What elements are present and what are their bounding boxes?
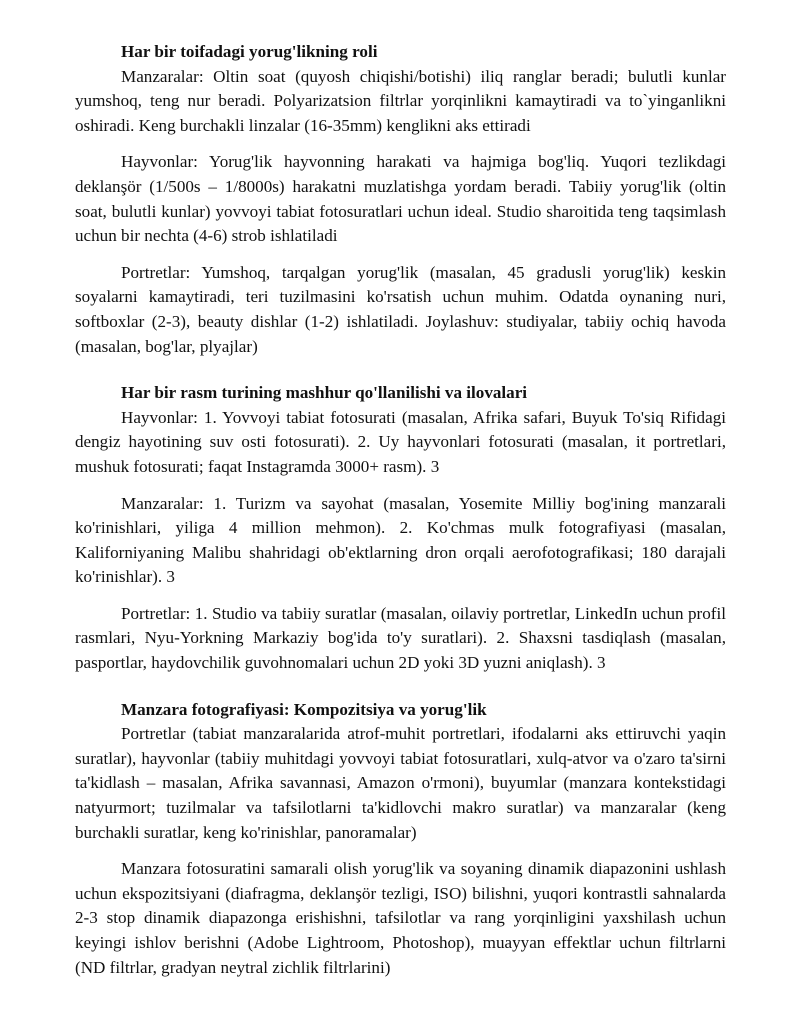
section-lighting-role bbox=[75, 40, 726, 359]
paragraph: Manzara fotosuratini samarali olish yorug'lik va soyaning dinamik diapazonini ushlash uchun ekspozitsiyani (diafragma, deklanşör tezligi, ISO) bilishni, yuqori kontrastli sahnalarda 2-3 stop dinamik diapazonga erishishni, tafsilotlar va rang yorqinligini yaxshilash uchun keyingi ishlov berishni (Adobe Lightroom, Photoshop), muayyan effektlar uchun filtrlarni (ND filtrlar, gradyan neytral zichlik filtrlarini) bbox=[75, 859, 726, 977]
document-page bbox=[75, 40, 726, 980]
paragraph: Portretlar: 1. Studio va tabiiy suratlar (masalan, oilaviy portretlar, LinkedIn uchun profil rasmlari, Nyu-Yorkning Markaziy bog'ida to'y suratlari). 2. Shaxsni tasdiqlash (masalan, pasportlar, haydovchilik guvohnomalari uchun 2D yoki 3D yuzni aniqlash). 3 bbox=[75, 603, 726, 673]
paragraph: Hayvonlar: Yorug'lik hayvonning harakati va hajmiga bog'liq. Yuqori tezlikdagi deklanşör (1/500s – 1/8000s) harakatni muzlatishga yordam beradi. Tabiiy yorug'lik (oltin soat, bulutli kunlar) yovvoyi tabiat fotosuratlari uchun ideal. Studio sharoitida teng taqsimlash uchun bir nechta (4-6) strob ishlatiladi bbox=[75, 152, 726, 246]
paragraph: Portretlar (tabiat manzaralarida atrof-muhit portretlari, ifodalarni aks ettiruvchi yaqin suratlar), hayvonlar (tabiiy muhitdagi yovvoyi tabiat fotosuratlari, xulq-atvor va o'zaro ta'sirni ta'kidlash – masalan, Afrika savannasi, Amazon o'rmoni), buyumlar (manzara kontekstidagi natyurmort; tuzilmalar va tafsilotlarni ta'kidlovchi makro suratlar) va manzaralar (keng burchakli suratlar, keng ko'rinishlar, panoramalar) bbox=[75, 724, 726, 842]
section-heading: Har bir toifadagi yorug'likning roli bbox=[121, 42, 378, 61]
paragraph: Manzaralar: Oltin soat (quyosh chiqishi/botishi) iliq ranglar beradi; bulutli kunlar yumshoq, teng nur beradi. Polyarizatsion filtrlar yorqinlikni kamaytiradi va to`yinganlikni oshiradi. Keng burchakli linzalar (16-35mm) kenglikni aks ettiradi bbox=[75, 66, 726, 135]
section-landscape-composition bbox=[75, 698, 726, 981]
section-heading: Manzara fotografiyasi: Kompozitsiya va yorug'lik bbox=[121, 699, 487, 719]
paragraph: Hayvonlar: 1. Yovvoyi tabiat fotosurati (masalan, Afrika safari, Buyuk To'siq Rifidagi dengiz hayotining suv osti fotosurati). 2. Uy hayvonlari fotosurati (masalan, it portretlari, mushuk fotosurati; faqat Instagramda 3000+ rasm). 3 bbox=[75, 407, 726, 476]
section-heading: Har bir rasm turining mashhur qo'llanilishi va ilovalari bbox=[121, 383, 528, 403]
section-popular-uses bbox=[75, 381, 726, 676]
paragraph: Portretlar: Yumshoq, tarqalgan yorug'lik (masalan, 45 gradusli yorug'lik) keskin soyalarni kamaytiradi, teri tuzilmasini ko'rsatish uchun muhim. Odatda oynaning nuri, softboxlar (2-3), beauty dishlar (1-2) ishlatiladi. Joylashuv: studiyalar, tabiiy ochiq havoda (masalan, bog'lar, plyajlar) bbox=[75, 262, 726, 356]
paragraph: Manzaralar: 1. Turizm va sayohat (masalan, Yosemite Milliy bog'ining manzarali ko'rinishlari, yiliga 4 million mehmon). 2. Ko'chmas mulk fotografiyasi (masalan, Kaliforniyaning Malibu shahridagi ob'ektlarning dron orqali aerofotografikasi; 180 darajali ko'rinishlar). 3 bbox=[75, 493, 726, 587]
